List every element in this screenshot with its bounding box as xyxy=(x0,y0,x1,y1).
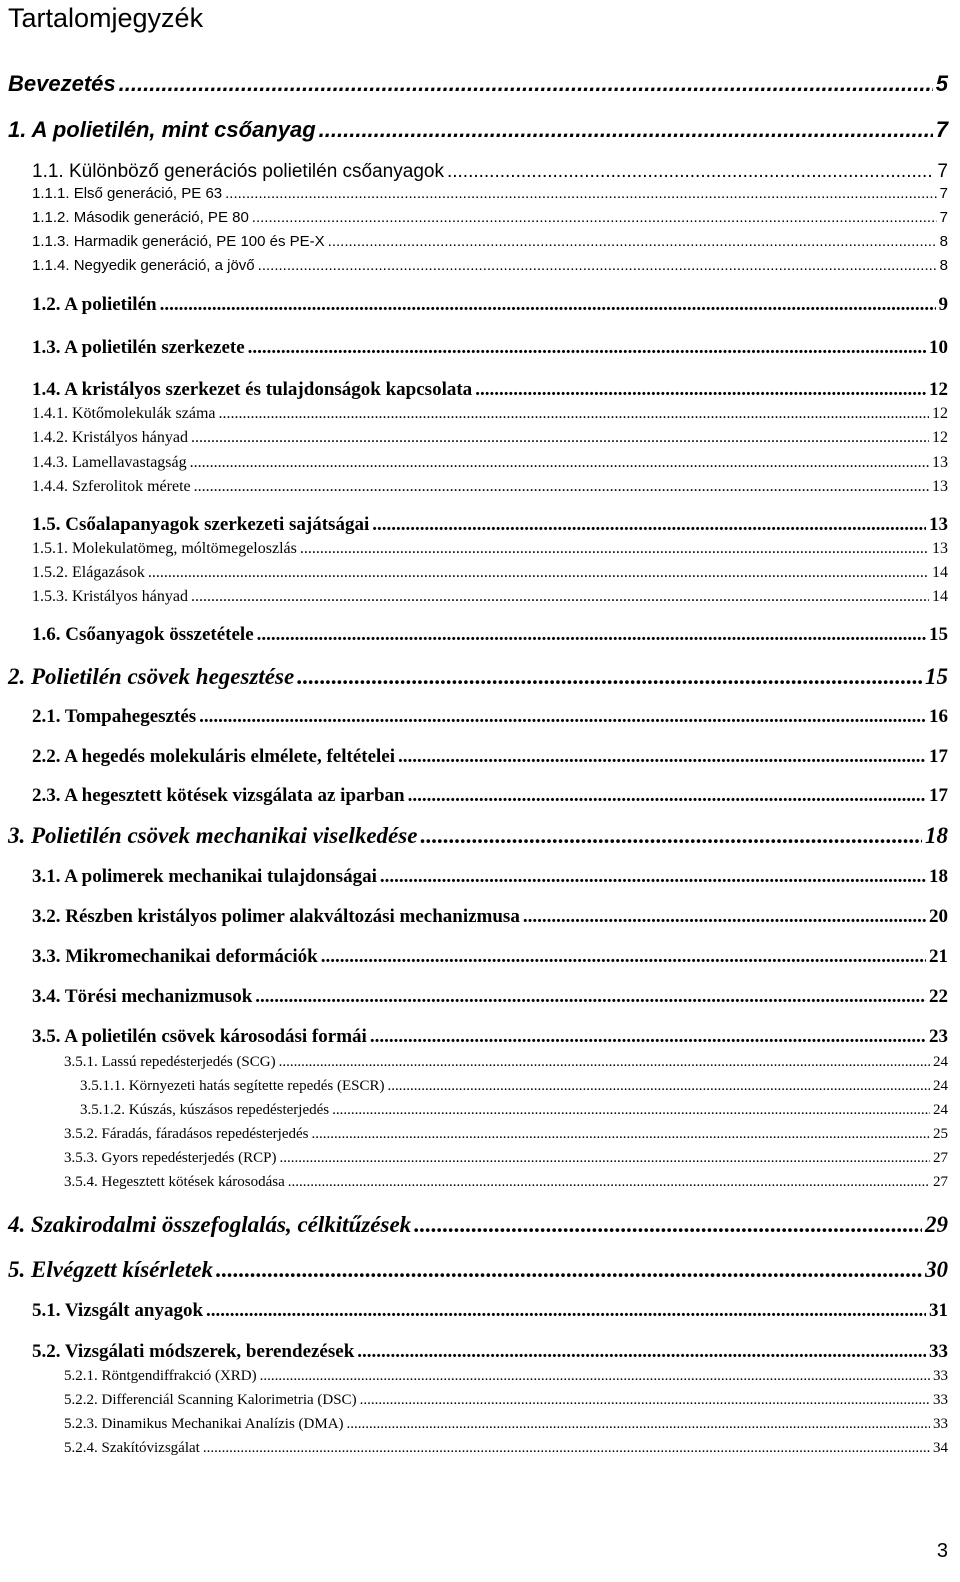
toc-leader xyxy=(255,985,926,1009)
toc-leader xyxy=(357,1340,926,1364)
toc-entry[interactable] xyxy=(32,623,948,647)
toc-leader xyxy=(248,336,926,360)
toc-entry-label: 3.2. Részben kristályos polimer alakváltozási mechanizmusa xyxy=(32,906,520,927)
toc-entry-label: 1.5. Csőalapanyagok szerkezeti sajátságai xyxy=(32,514,370,535)
toc-entry-page: 12 xyxy=(932,405,948,422)
toc-leader xyxy=(523,905,926,929)
toc-entry-label: 1.3. A polietilén szerkezete xyxy=(32,337,245,358)
toc-entry-label: 5.2.4. Szakítóvizsgálat xyxy=(64,1440,200,1456)
toc-entry[interactable] xyxy=(32,232,948,252)
toc-leader xyxy=(447,160,934,184)
toc-entry[interactable] xyxy=(64,1149,948,1168)
toc-entry-page: 24 xyxy=(933,1102,948,1118)
toc-entry-label: 1.4.4. Szferolitok mérete xyxy=(32,478,191,495)
toc-leader xyxy=(408,784,926,808)
toc-entry-label: 1.1.3. Harmadik generáció, PE 100 és PE-X xyxy=(32,233,325,250)
toc-entry-label: 5.2.3. Dinamikus Mechanikai Analízis (DMA) xyxy=(64,1416,344,1432)
toc-entry-label: 1.1.2. Második generáció, PE 80 xyxy=(32,209,249,226)
toc-leader xyxy=(199,705,926,729)
toc-entry-label: 1.5.3. Kristályos hányad xyxy=(32,588,188,605)
toc-entry-page: 33 xyxy=(933,1416,948,1432)
toc-entry[interactable] xyxy=(32,905,948,929)
toc-entry-page: 8 xyxy=(939,233,948,250)
toc-leader xyxy=(347,1415,930,1434)
toc-leader xyxy=(225,184,937,204)
toc-leader xyxy=(319,116,933,144)
toc-leader xyxy=(311,1125,930,1144)
toc-entry-label: 3.1. A polimerek mechanikai tulajdonságai xyxy=(32,866,377,887)
toc-entry[interactable] xyxy=(32,378,948,402)
toc-entry-page: 7 xyxy=(937,161,948,182)
toc-leader xyxy=(398,745,926,769)
toc-entry[interactable] xyxy=(64,1367,948,1386)
toc-entry-page: 7 xyxy=(935,117,948,142)
toc-entry-label: 2.2. A hegedés molekuláris elmélete, feltételei xyxy=(32,746,396,767)
toc-entry[interactable] xyxy=(32,208,948,228)
toc-entry[interactable] xyxy=(32,256,948,276)
toc-entry[interactable] xyxy=(64,1173,948,1192)
toc-entry[interactable] xyxy=(32,160,948,184)
toc-entry-page: 14 xyxy=(932,588,948,605)
toc-entry-page: 31 xyxy=(929,1300,948,1321)
toc-entry[interactable] xyxy=(32,293,948,317)
toc-entry-label: 1.4.1. Kötőmolekulák száma xyxy=(32,405,216,422)
toc-entry[interactable] xyxy=(32,477,948,497)
toc-entry-label: 1.5.2. Elágazások xyxy=(32,564,145,581)
toc-entry[interactable] xyxy=(8,116,948,144)
toc-leader xyxy=(288,1173,930,1192)
toc-leader xyxy=(372,513,926,537)
toc-entry-page: 9 xyxy=(938,294,948,315)
toc-entry-page: 8 xyxy=(939,257,948,274)
toc-entry[interactable] xyxy=(64,1391,948,1410)
toc-leader xyxy=(206,1299,926,1323)
toc-entry-page: 17 xyxy=(929,746,948,767)
toc-leader xyxy=(360,1391,930,1410)
toc-leader xyxy=(203,1439,930,1458)
toc-entry[interactable] xyxy=(32,513,948,537)
toc-entry-page: 29 xyxy=(925,1212,948,1237)
toc-entry-page: 33 xyxy=(933,1368,948,1384)
toc-leader xyxy=(260,1367,930,1386)
toc-entry-label: 3. Polietilén csövek mechanikai viselkedése xyxy=(8,823,418,848)
toc-leader xyxy=(332,1101,930,1120)
toc-entry[interactable] xyxy=(32,1299,948,1323)
toc-entry-page: 15 xyxy=(925,664,948,689)
toc-entry[interactable] xyxy=(32,1340,948,1364)
toc-entry-page: 21 xyxy=(929,946,948,967)
toc-entry-page: 5 xyxy=(935,71,948,96)
toc-entry[interactable] xyxy=(32,1025,948,1049)
toc-entry-label: 1.5.1. Molekulatömeg, móltömegeloszlás xyxy=(32,540,297,557)
toc-entry-label: 1.4. A kristályos szerkezet és tulajdonságok kapcsolata xyxy=(32,379,473,400)
toc-entry[interactable] xyxy=(64,1053,948,1072)
toc-entry-page: 7 xyxy=(939,209,948,226)
toc-entry[interactable] xyxy=(32,539,948,559)
toc-entry-page: 18 xyxy=(929,866,948,887)
toc-entry-label: 2.3. A hegesztett kötések vizsgálata az iparban xyxy=(32,785,405,806)
toc-entry-page: 13 xyxy=(932,454,948,471)
toc-entry[interactable] xyxy=(32,453,948,473)
toc-entry-page: 13 xyxy=(932,540,948,557)
toc-leader xyxy=(191,428,929,448)
toc-leader xyxy=(321,945,926,969)
toc-entry[interactable] xyxy=(32,705,948,729)
toc-entry[interactable] xyxy=(80,1101,948,1120)
toc-entry[interactable] xyxy=(32,865,948,889)
toc-entry-label: 3.5.1. Lassú repedésterjedés (SCG) xyxy=(64,1054,276,1070)
toc-entry[interactable] xyxy=(32,985,948,1009)
toc-entry-page: 25 xyxy=(933,1126,948,1142)
toc-leader xyxy=(414,1211,922,1239)
toc-entry[interactable] xyxy=(32,404,948,424)
toc-entry[interactable] xyxy=(8,1256,948,1284)
toc-leader xyxy=(300,539,929,559)
toc-entry-page: 24 xyxy=(933,1054,948,1070)
toc-entry-label: 1.1.1. Első generáció, PE 63 xyxy=(32,185,223,202)
toc-entry-page: 33 xyxy=(929,1341,948,1362)
toc-leader xyxy=(328,232,937,252)
toc-entry[interactable] xyxy=(32,428,948,448)
toc-leader xyxy=(279,1149,930,1168)
toc-entry-label: Bevezetés xyxy=(8,71,116,96)
toc-leader xyxy=(148,563,929,583)
toc-entry-page: 34 xyxy=(933,1440,948,1456)
toc-leader xyxy=(257,623,926,647)
toc-leader xyxy=(279,1053,930,1072)
toc-leader xyxy=(252,208,937,228)
toc-entry-label: 3.5.4. Hegesztett kötések károsodása xyxy=(64,1174,285,1190)
toc-entry-label: 2.1. Tompahegesztés xyxy=(32,706,197,727)
toc-entry-label: 3.4. Törési mechanizmusok xyxy=(32,986,253,1007)
toc-leader xyxy=(194,477,929,497)
toc-entry-label: 1.4.2. Kristályos hányad xyxy=(32,429,188,446)
toc-leader xyxy=(370,1025,926,1049)
toc-entry-label: 5.2.1. Röntgendiffrakció (XRD) xyxy=(64,1368,257,1384)
toc-entry-label: 3.3. Mikromechanikai deformációk xyxy=(32,946,318,967)
toc-entry[interactable] xyxy=(32,784,948,808)
toc-entry-label: 3.5. A polietilén csövek károsodási formái xyxy=(32,1026,367,1047)
toc-entry-label: 5. Elvégzett kísérletek xyxy=(8,1257,214,1282)
toc-entry-label: 3.5.3. Gyors repedésterjedés (RCP) xyxy=(64,1150,277,1166)
toc-leader xyxy=(475,378,926,402)
toc-entry-label: 3.5.1.1. Környezeti hatás segítette repedés (ESCR) xyxy=(80,1078,385,1094)
toc-entry-label: 4. Szakirodalmi összefoglalás, célkitűzések xyxy=(8,1212,412,1237)
toc-leader xyxy=(420,822,922,850)
toc-entry[interactable] xyxy=(32,184,948,204)
toc-leader xyxy=(191,587,929,607)
toc-entry[interactable] xyxy=(8,822,948,850)
toc-entry[interactable] xyxy=(32,945,948,969)
toc-entry[interactable] xyxy=(8,70,948,98)
toc-leader xyxy=(388,1077,931,1096)
toc-entry-label: 3.5.2. Fáradás, fáradásos repedésterjedés xyxy=(64,1126,309,1142)
toc-entry-label: 1.2. A polietilén xyxy=(32,294,157,315)
toc-entry-page: 22 xyxy=(929,986,948,1007)
toc-entry[interactable] xyxy=(8,663,948,691)
toc-entry-page: 24 xyxy=(933,1078,948,1094)
toc-entry-page: 14 xyxy=(932,564,948,581)
toc-entry-label: 1.1. Különböző generációs polietilén csőanyagok xyxy=(32,161,444,182)
toc-entry-page: 12 xyxy=(932,429,948,446)
toc-entry-page: 13 xyxy=(932,478,948,495)
toc-entry[interactable] xyxy=(80,1077,948,1096)
toc-entry-page: 18 xyxy=(925,823,948,848)
toc-leader xyxy=(258,256,937,276)
toc-leader xyxy=(190,453,929,473)
toc-entry-label: 5.1. Vizsgált anyagok xyxy=(32,1300,204,1321)
toc-entry-page: 27 xyxy=(933,1174,948,1190)
toc-leader xyxy=(380,865,926,889)
toc-entry[interactable] xyxy=(64,1415,948,1434)
toc-entry-page: 10 xyxy=(929,337,948,358)
toc-entry-page: 13 xyxy=(929,514,948,535)
toc-entry-label: 5.2.2. Differenciál Scanning Kalorimetria (DSC) xyxy=(64,1392,357,1408)
toc-entry[interactable] xyxy=(64,1125,948,1144)
toc-entry-label: 1.4.3. Lamellavastagság xyxy=(32,454,187,471)
toc-entry-page: 17 xyxy=(929,785,948,806)
toc-entry-page: 15 xyxy=(929,624,948,645)
toc-leader xyxy=(216,1256,922,1284)
toc-leader xyxy=(119,70,933,98)
toc-entry-page: 30 xyxy=(925,1257,948,1282)
toc-entry[interactable] xyxy=(64,1439,948,1458)
toc-entry-page: 33 xyxy=(933,1392,948,1408)
toc-entry[interactable] xyxy=(32,745,948,769)
toc-entry-label: 2. Polietilén csövek hegesztése xyxy=(8,664,295,689)
toc-leader xyxy=(219,404,929,424)
toc-leader xyxy=(297,663,922,691)
toc-entry-page: 23 xyxy=(929,1026,948,1047)
toc-entry-label: 1. A polietilén, mint csőanyag xyxy=(8,117,316,142)
toc-entry-label: 3.5.1.2. Kúszás, kúszásos repedésterjedés xyxy=(80,1102,330,1118)
toc-entry-label: 1.1.4. Negyedik generáció, a jövő xyxy=(32,257,255,274)
toc-entry-page: 16 xyxy=(929,706,948,727)
toc-entry-page: 12 xyxy=(929,379,948,400)
toc-entry-page: 7 xyxy=(939,185,948,202)
toc-leader xyxy=(160,293,936,317)
toc-entry-label: 1.6. Csőanyagok összetétele xyxy=(32,624,254,645)
toc-entry[interactable] xyxy=(32,563,948,583)
toc-entry-page: 27 xyxy=(933,1150,948,1166)
toc-entry-page: 20 xyxy=(929,906,948,927)
toc-entry-label: 5.2. Vizsgálati módszerek, berendezések xyxy=(32,1341,355,1362)
toc-entry[interactable] xyxy=(32,587,948,607)
page-title: Tartalomjegyzék xyxy=(8,3,204,33)
toc-entry[interactable] xyxy=(32,336,948,360)
toc-entry[interactable] xyxy=(8,1211,948,1239)
page-number: 3 xyxy=(936,1540,948,1562)
